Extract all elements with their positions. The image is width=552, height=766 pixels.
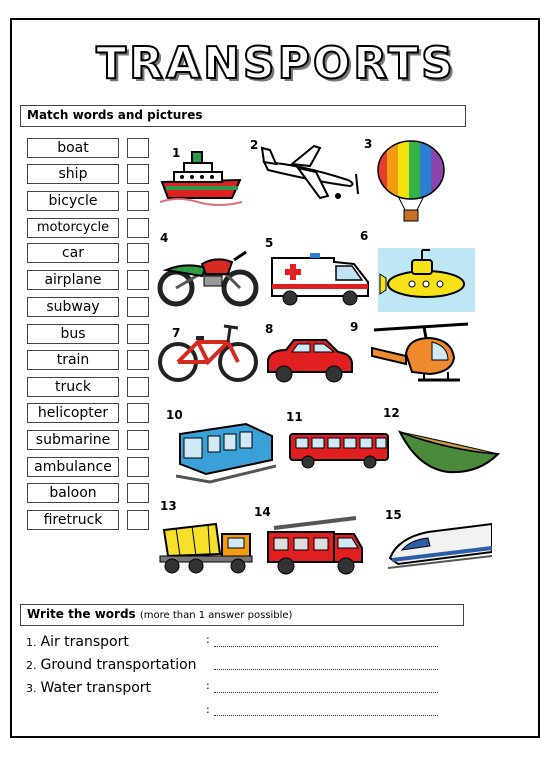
word-helicopter: helicopter bbox=[27, 403, 119, 423]
write-item-index: 2. bbox=[26, 659, 37, 672]
answer-box[interactable] bbox=[127, 483, 149, 503]
picture-number: 14 bbox=[254, 505, 271, 519]
word-car: car bbox=[27, 243, 119, 263]
answer-line[interactable] bbox=[214, 655, 438, 670]
answer-box[interactable] bbox=[127, 350, 149, 370]
word-boat: boat bbox=[27, 138, 119, 158]
word-bus: bus bbox=[27, 324, 119, 344]
bicycle-icon bbox=[156, 316, 260, 384]
write-item-label: Air transport bbox=[40, 634, 129, 650]
write-item-air bbox=[26, 634, 129, 650]
picture-number: 2 bbox=[250, 138, 259, 152]
write-heading: Write the words bbox=[27, 607, 136, 621]
write-item-ground bbox=[26, 657, 197, 673]
answer-box[interactable] bbox=[127, 191, 149, 211]
answer-box[interactable] bbox=[127, 510, 149, 530]
answer-box[interactable] bbox=[127, 457, 149, 477]
airplane-icon bbox=[258, 142, 362, 204]
picture-number: 15 bbox=[385, 508, 402, 522]
answer-colon: : bbox=[206, 633, 210, 646]
answer-colon: : bbox=[206, 703, 210, 716]
picture-number: 7 bbox=[172, 326, 181, 340]
word-firetruck: firetruck bbox=[27, 510, 119, 530]
write-item-index: 1. bbox=[26, 636, 37, 649]
answer-box[interactable] bbox=[127, 377, 149, 397]
helicopter-icon bbox=[368, 318, 472, 394]
answer-box[interactable] bbox=[127, 403, 149, 423]
word-submarine: submarine bbox=[27, 430, 119, 450]
balloon-icon bbox=[376, 140, 446, 224]
write-item-index: 3. bbox=[26, 682, 37, 695]
answer-box[interactable] bbox=[127, 164, 149, 184]
answer-line[interactable] bbox=[214, 678, 438, 693]
car-icon bbox=[264, 336, 356, 384]
train-icon bbox=[388, 518, 492, 570]
match-heading: Match words and pictures bbox=[27, 108, 203, 122]
truck-icon bbox=[156, 516, 256, 576]
subway-icon bbox=[176, 420, 276, 484]
write-note: (more than 1 answer possible) bbox=[139, 610, 293, 621]
answer-box[interactable] bbox=[127, 324, 149, 344]
word-ambulance: ambulance bbox=[27, 457, 119, 477]
answer-box[interactable] bbox=[127, 218, 149, 238]
word-train: train bbox=[27, 350, 119, 370]
ship-icon bbox=[158, 150, 244, 208]
write-section-header bbox=[20, 604, 464, 626]
picture-number: 4 bbox=[160, 231, 169, 245]
word-ship: ship bbox=[27, 164, 119, 184]
ambulance-icon bbox=[270, 252, 370, 308]
picture-number: 5 bbox=[265, 236, 274, 250]
picture-number: 11 bbox=[286, 410, 303, 424]
picture-number: 8 bbox=[265, 322, 274, 336]
picture-number: 10 bbox=[166, 408, 183, 422]
answer-colon: : bbox=[206, 679, 210, 692]
motorcycle-icon bbox=[156, 246, 260, 308]
write-item-label: Ground transportation bbox=[40, 657, 197, 673]
answer-box[interactable] bbox=[127, 430, 149, 450]
answer-box[interactable] bbox=[127, 243, 149, 263]
submarine-icon bbox=[378, 248, 475, 312]
match-section-header bbox=[20, 105, 466, 127]
word-subway: subway bbox=[27, 297, 119, 317]
word-motorcycle: motorcycle bbox=[27, 218, 119, 238]
page-title: TRANSPORTS bbox=[96, 38, 456, 89]
picture-number: 6 bbox=[360, 229, 369, 243]
picture-number: 12 bbox=[383, 406, 400, 420]
picture-number: 13 bbox=[160, 499, 177, 513]
answer-line[interactable] bbox=[214, 701, 438, 716]
word-bicycle: bicycle bbox=[27, 191, 119, 211]
picture-number: 1 bbox=[172, 146, 181, 160]
answer-line[interactable] bbox=[214, 632, 438, 647]
picture-number: 3 bbox=[364, 137, 373, 151]
firetruck-icon bbox=[264, 514, 366, 578]
picture-number: 9 bbox=[350, 320, 359, 334]
bus-icon bbox=[288, 430, 392, 470]
answer-box[interactable] bbox=[127, 138, 149, 158]
answer-box[interactable] bbox=[127, 297, 149, 317]
word-truck: truck bbox=[27, 377, 119, 397]
answer-box[interactable] bbox=[127, 270, 149, 290]
write-item-water bbox=[26, 680, 151, 696]
write-item-label: Water transport bbox=[40, 680, 152, 696]
word-airplane: airplane bbox=[27, 270, 119, 290]
word-baloon: baloon bbox=[27, 483, 119, 503]
boat-icon bbox=[398, 424, 500, 478]
